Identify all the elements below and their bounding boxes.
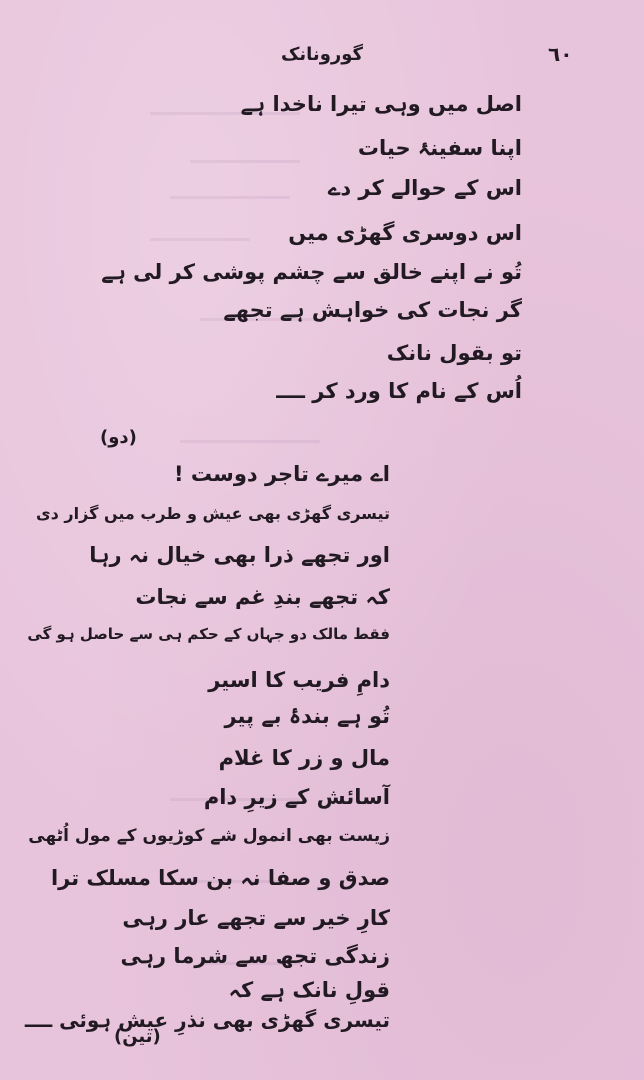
section-label: (تین): [114, 1026, 161, 1047]
poem-line: آسائش کے زیرِ دام: [203, 785, 390, 809]
poem-line: کہ تجھے بندِ غم سے نجات: [135, 585, 390, 609]
poem-line: اس کے حوالے کر دے: [328, 176, 522, 200]
poem-line: تُو نے اپنے خالق سے چشم پوشی کر لی ہے: [101, 260, 522, 284]
page-number: ٦٠: [548, 42, 573, 66]
poem-line: تیسری گھڑی بھی عیش و طرب میں گزار دی: [35, 504, 390, 523]
bleed-through-mark: [180, 440, 320, 443]
section-label: (دو): [100, 427, 137, 448]
poem-line: زیست بھی انمول شے کوڑیوں کے مول اُٹھی: [28, 826, 390, 846]
poem-line: دامِ فریب کا اسیر: [208, 668, 390, 692]
poem-line: اصل میں وہی تیرا ناخدا ہے: [240, 92, 522, 116]
bleed-through-mark: [150, 238, 250, 241]
poem-line: تو بقول نانک: [386, 341, 522, 365]
poem-line: تُو ہے بندۂ بے پیر: [224, 704, 390, 728]
poem-line: اے میرے تاجر دوست !: [174, 462, 390, 486]
poem-line: اور تجھے ذرا بھی خیال نہ رہا: [89, 543, 390, 567]
poem-line: تیسری گھڑی بھی نذرِ عیش ہوئی ــــ: [24, 1008, 390, 1032]
bleed-through-mark: [190, 160, 300, 163]
poem-line: قولِ نانک ہے کہ: [228, 978, 390, 1002]
poem-line: اس دوسری گھڑی میں: [288, 221, 522, 245]
poem-line: زندگی تجھ سے شرما رہی: [120, 944, 390, 968]
poem-line: اُس کے نام کا ورد کر ــــ: [276, 379, 522, 403]
poem-line: کارِ خیر سے تجھے عار رہی: [122, 906, 390, 930]
bleed-through-mark: [170, 196, 290, 199]
poem-line: صدق و صفا نہ بن سکا مسلک ترا: [50, 866, 390, 890]
poem-line: اپنا سفینۂ حیات: [357, 136, 522, 160]
poem-line: گر نجات کی خواہش ہے تجھے: [223, 298, 522, 322]
running-header-title: گورونانک: [280, 44, 363, 65]
poem-line: فقط مالک دو جہاں کے حکم ہی سے حاصل ہو گی: [27, 625, 390, 643]
poem-line: مال و زر کا غلام: [218, 746, 390, 770]
